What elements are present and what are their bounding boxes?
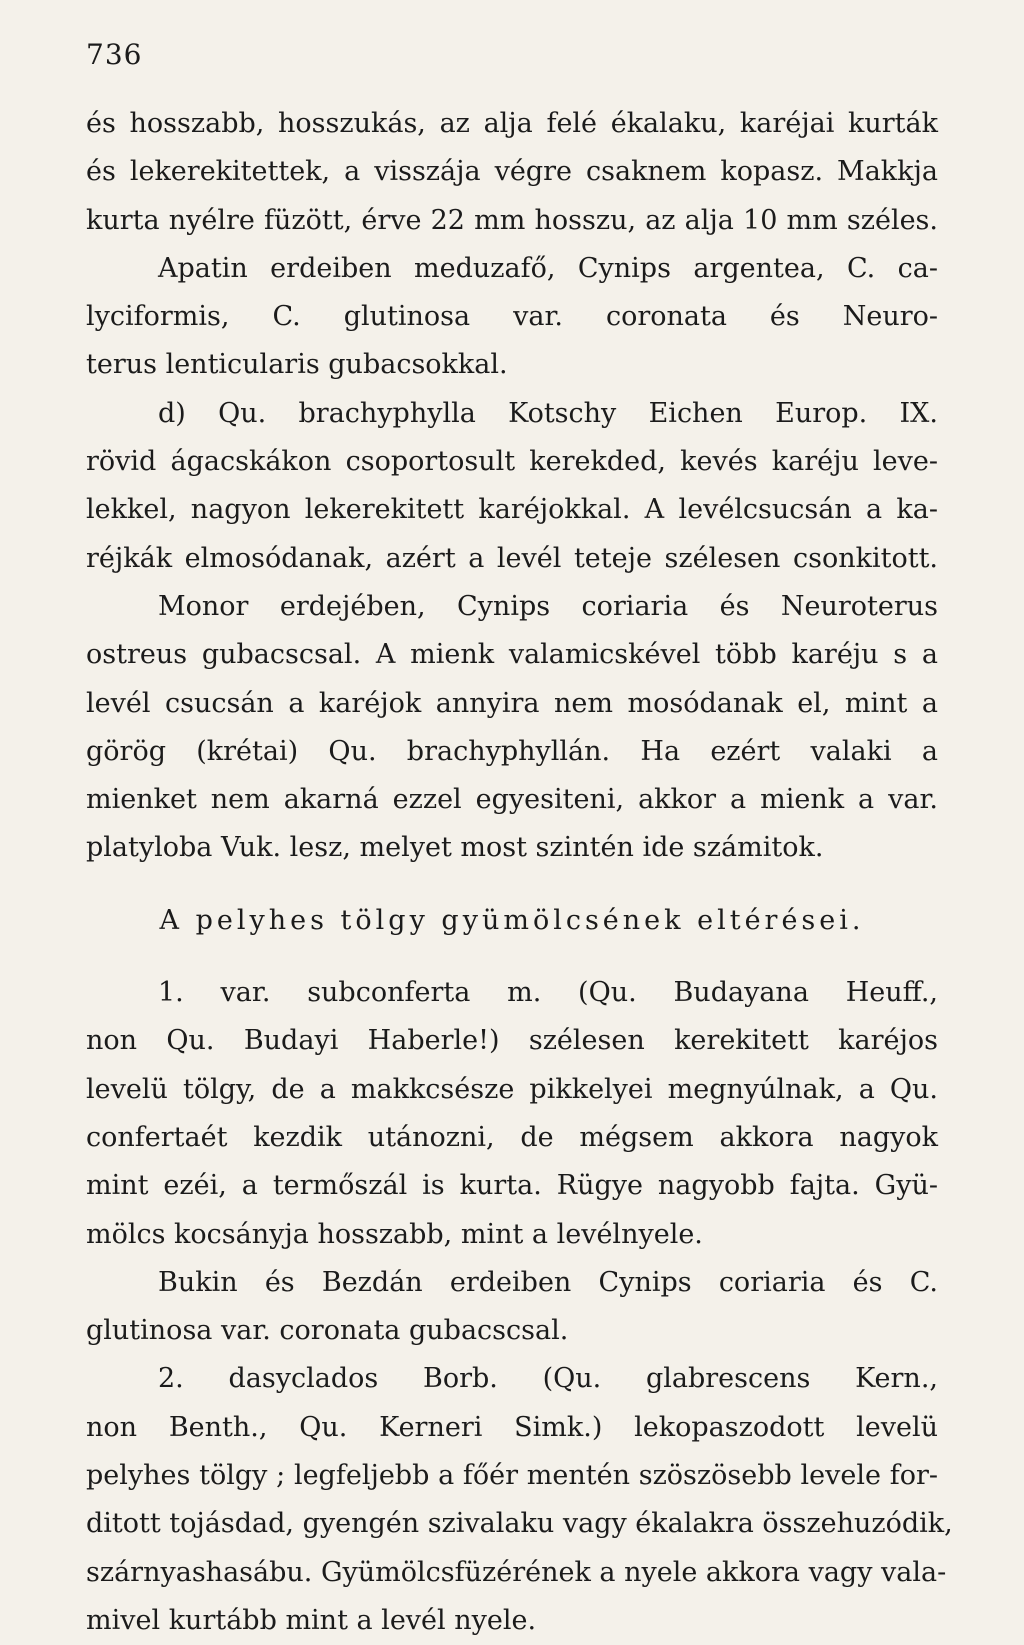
text-line: non Qu. Budayi Haberle!) szélesen kerekitett karéjos: [86, 1025, 938, 1057]
text-line: kurta nyélre füzött, érve 22 mm hosszu, az alja 10 mm széles.: [86, 204, 938, 236]
text-line: Apatin erdeiben meduzafő, Cynips argentea, C. ca-: [158, 252, 938, 284]
paragraph: [86, 1259, 938, 1356]
page-body: [86, 100, 953, 1645]
text-line: mivel kurtább mint a levél nyele.: [86, 1604, 537, 1636]
paragraph: [86, 390, 938, 583]
text-line: confertaét kezdik utánozni, de mégsem akkora nagyok: [86, 1121, 938, 1153]
paragraph: [86, 100, 938, 390]
text-line: lyciformis, C. glutinosa var. coronata és Neuro-: [86, 301, 938, 333]
text-line: terus lenticularis gubacsokkal.: [86, 349, 508, 381]
text-line: mölcs kocsányja hosszabb, mint a levélnyele.: [86, 1218, 703, 1250]
text-line: mienket nem akarná ezzel egyesiteni, akkor a mienk a var.: [86, 784, 938, 816]
text-line: ditott tojásdad, gyengén szivalaku vagy ékalakra összehuzódik,: [86, 1508, 953, 1540]
text-line: Monor erdejében, Cynips coriaria és Neuroterus: [158, 590, 938, 622]
text-line: lekkel, nagyon lekerekitett karéjokkal. A levélcsucsán a ka-: [86, 494, 938, 526]
text-line: d) Qu. brachyphylla Kotschy Eichen Europ. IX.: [158, 397, 938, 429]
text-line: Bukin és Bezdán erdeiben Cynips coriaria és C.: [158, 1266, 938, 1298]
paragraph: [86, 1355, 953, 1645]
paragraph: [86, 583, 938, 873]
text-line: és lekerekitettek, a visszája végre csaknem kopasz. Makkja: [86, 156, 938, 188]
text-line: rövid ágacskákon csoportosult kerekded, kevés karéju leve-: [86, 446, 938, 478]
text-line: és hosszabb, hosszukás, az alja felé ékalaku, karéjai kurták: [86, 108, 938, 139]
text-line: levél csucsán a karéjok annyira nem mosódanak el, mint a: [86, 687, 938, 719]
text-line: réjkák elmosódanak, azért a levél teteje szélesen csonkitott.: [86, 542, 938, 574]
text-line: levelü tölgy, de a makkcsésze pikkelyei megnyúlnak, a Qu.: [86, 1073, 938, 1105]
text-line: mint ezéi, a termőszál is kurta. Rügye nagyobb fajta. Gyü-: [86, 1170, 938, 1202]
text-line: 1. var. subconferta m. (Qu. Budayana Heuff.,: [158, 977, 938, 1009]
page-number: 736: [86, 38, 143, 71]
text-line: non Benth., Qu. Kerneri Simk.) lekopaszodott levelü: [86, 1411, 938, 1443]
paragraph: [86, 969, 938, 1259]
section-heading: A pelyhes tölgy gyümölcsének eltérései.: [159, 904, 865, 936]
text-line: ostreus gubacscsal. A mienk valamicskével több karéju s a: [86, 639, 938, 671]
text-line: platyloba Vuk. lesz, melyet most szintén ide számitok.: [86, 832, 824, 864]
text-line: glutinosa var. coronata gubacscsal.: [86, 1315, 569, 1347]
text-line: pelyhes tölgy ; legfeljebb a főér mentén szöszösebb levele for-: [86, 1460, 938, 1492]
text-line: 2. dasyclados Borb. (Qu. glabrescens Kern.,: [158, 1363, 938, 1395]
text-line: szárnyashasábu. Gyümölcsfüzérének a nyele akkora vagy vala-: [86, 1556, 947, 1588]
text-line: görög (krétai) Qu. brachyphyllán. Ha ezért valaki a: [86, 735, 938, 767]
